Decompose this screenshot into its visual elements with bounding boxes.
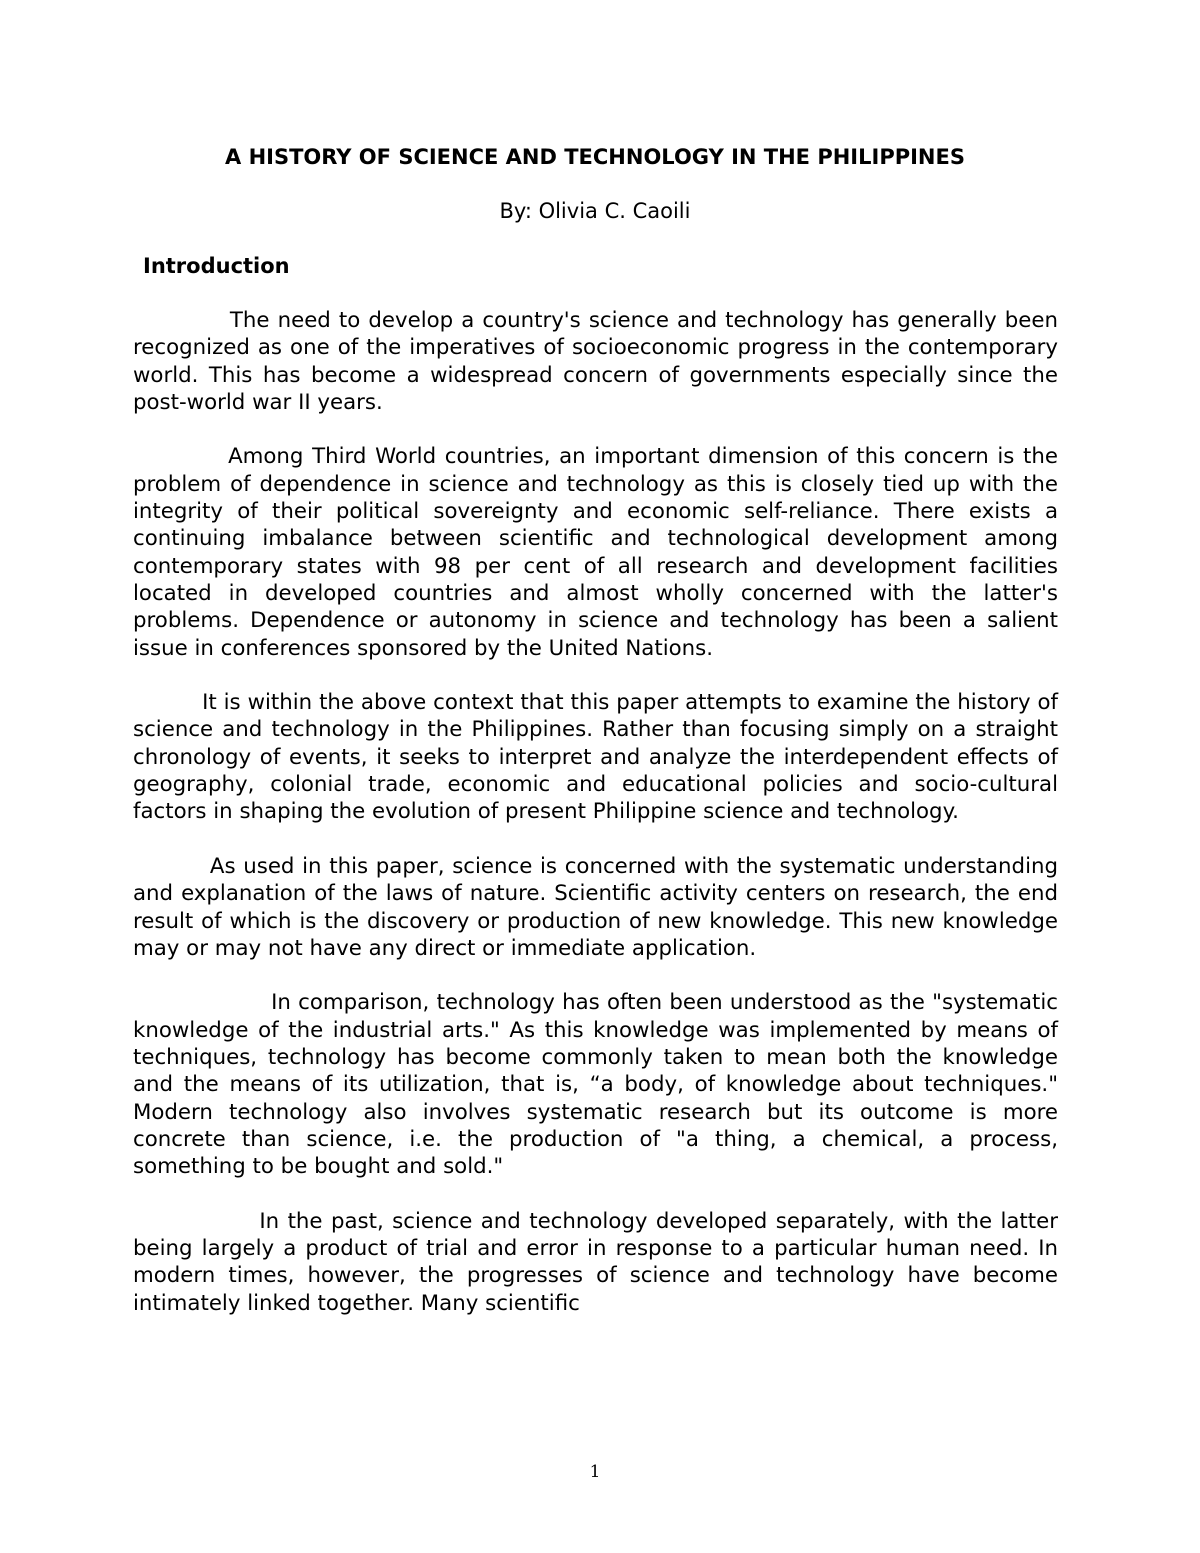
paragraph-3: It is within the above context that this paper attempts to examine the history of science and technology in the Philippines. Rather than focusing simply on a straight chronology of events, it seeks to interpret and analyze the interdependent effects of geography, colonial trade, economic and educational policies and socio-cultural factors in shaping the evolution of present Philippine science and technology.: [133, 690, 1058, 825]
paragraph-5: In comparison, technology has often been understood as the "systematic knowledge of the industrial arts." As this knowledge was implemented by means of techniques, technology has become commonly taken to mean both the knowledge and the means of its utilization, that is, “a body, of knowledge about techniques." Modern technology also involves systematic research but its outcome is more concrete than science, i.e. the production of "a thing, a chemical, a process, something to be bought and sold.": [133, 990, 1058, 1180]
body-text: [133, 307, 1058, 1344]
paragraph-6: In the past, science and technology developed separately, with the latter being largely a product of trial and error in response to a particular human need. In modern times, however, the progresses of science and technology have become intimately linked together. Many scientific: [133, 1208, 1058, 1316]
author-byline: By: Olivia C. Caoili: [499, 199, 691, 223]
paragraph-2: Among Third World countries, an important dimension of this concern is the problem of dependence in science and technology as this is closely tied up with the integrity of their political sovereignty and economic self-reliance. There exists a continuing imbalance between scientific and technological development among contemporary states with 98 per cent of all research and development facilities located in developed countries and almost wholly concerned with the latter's problems. Dependence or autonomy in science and technology has been a salient issue in conferences sponsored by the United Nations.: [133, 444, 1058, 661]
document-title: A HISTORY OF SCIENCE AND TECHNOLOGY IN THE PHILIPPINES: [225, 145, 965, 169]
page-number: 1: [589, 1462, 601, 1482]
section-heading-introduction: Introduction: [143, 254, 290, 278]
paragraph-1: The need to develop a country's science and technology has generally been recognized as one of the imperatives of socioeconomic progress in the contemporary world. This has become a widespread concern of governments especially since the post-world war II years.: [133, 308, 1058, 415]
paragraph-4: As used in this paper, science is concerned with the systematic understanding and explanation of the laws of nature. Scientific activity centers on research, the end result of which is the discovery or production of new knowledge. This new knowledge may or may not have any direct or immediate application.: [133, 853, 1058, 961]
